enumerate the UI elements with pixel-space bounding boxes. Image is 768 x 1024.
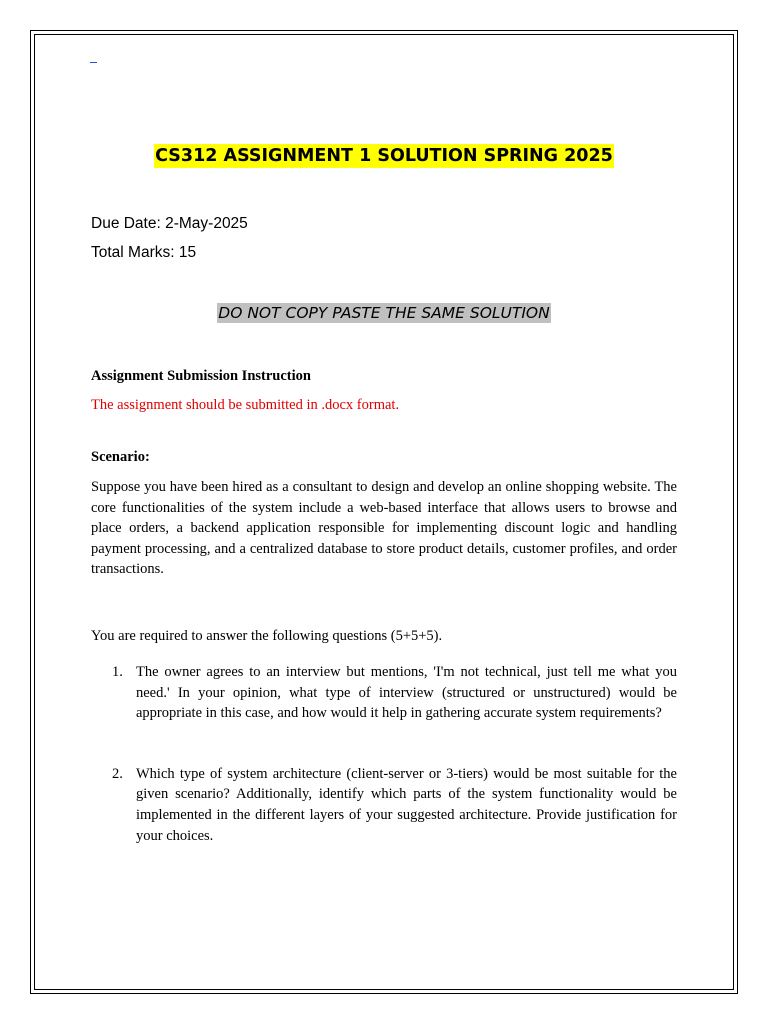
question-number: 2. <box>112 765 123 782</box>
question-text: Which type of system architecture (client-server or 3-tiers) would be most suitable for the given scenario? Additionally, identify which parts of the system functionality would be implemented in the different layers of your suggested architecture. Provide justification for your choices. <box>136 765 677 844</box>
question-number: 1. <box>112 664 123 680</box>
copy-warning <box>0 304 768 322</box>
list-item <box>91 764 677 846</box>
questions-intro: You are required to answer the following questions (5+5+5). <box>91 628 443 644</box>
list-item <box>91 662 677 724</box>
scenario-heading: Scenario: <box>91 449 150 465</box>
question-list <box>91 662 677 846</box>
submission-heading: Assignment Submission Instruction <box>91 368 311 384</box>
text-cursor-mark <box>90 62 97 63</box>
submission-instruction: The assignment should be submitted in .docx format. <box>91 397 400 413</box>
document-title-text: CS312 ASSIGNMENT 1 SOLUTION SPRING 2025 <box>155 146 613 166</box>
document-title <box>0 146 768 166</box>
due-date: Due Date: 2-May-2025 <box>91 215 248 232</box>
question-text: The owner agrees to an interview but mentions, 'I'm not technical, just tell me what you need.' In your opinion, what type of interview (structured or unstructured) would be appropriate in this case, and how would it help in gathering accurate system requirements? <box>136 664 677 722</box>
scenario-paragraph: Suppose you have been hired as a consultant to design and develop an online shopping website. The core functionalities of the system include a web-based interface that allows users to browse and place orders, a backend application responsible for implementing discount logic and handling payment processing, and a centralized database to store product details, customer profiles, and order transactions. <box>91 479 677 578</box>
total-marks: Total Marks: 15 <box>91 244 197 261</box>
copy-warning-text: DO NOT COPY PASTE THE SAME SOLUTION <box>218 304 550 322</box>
